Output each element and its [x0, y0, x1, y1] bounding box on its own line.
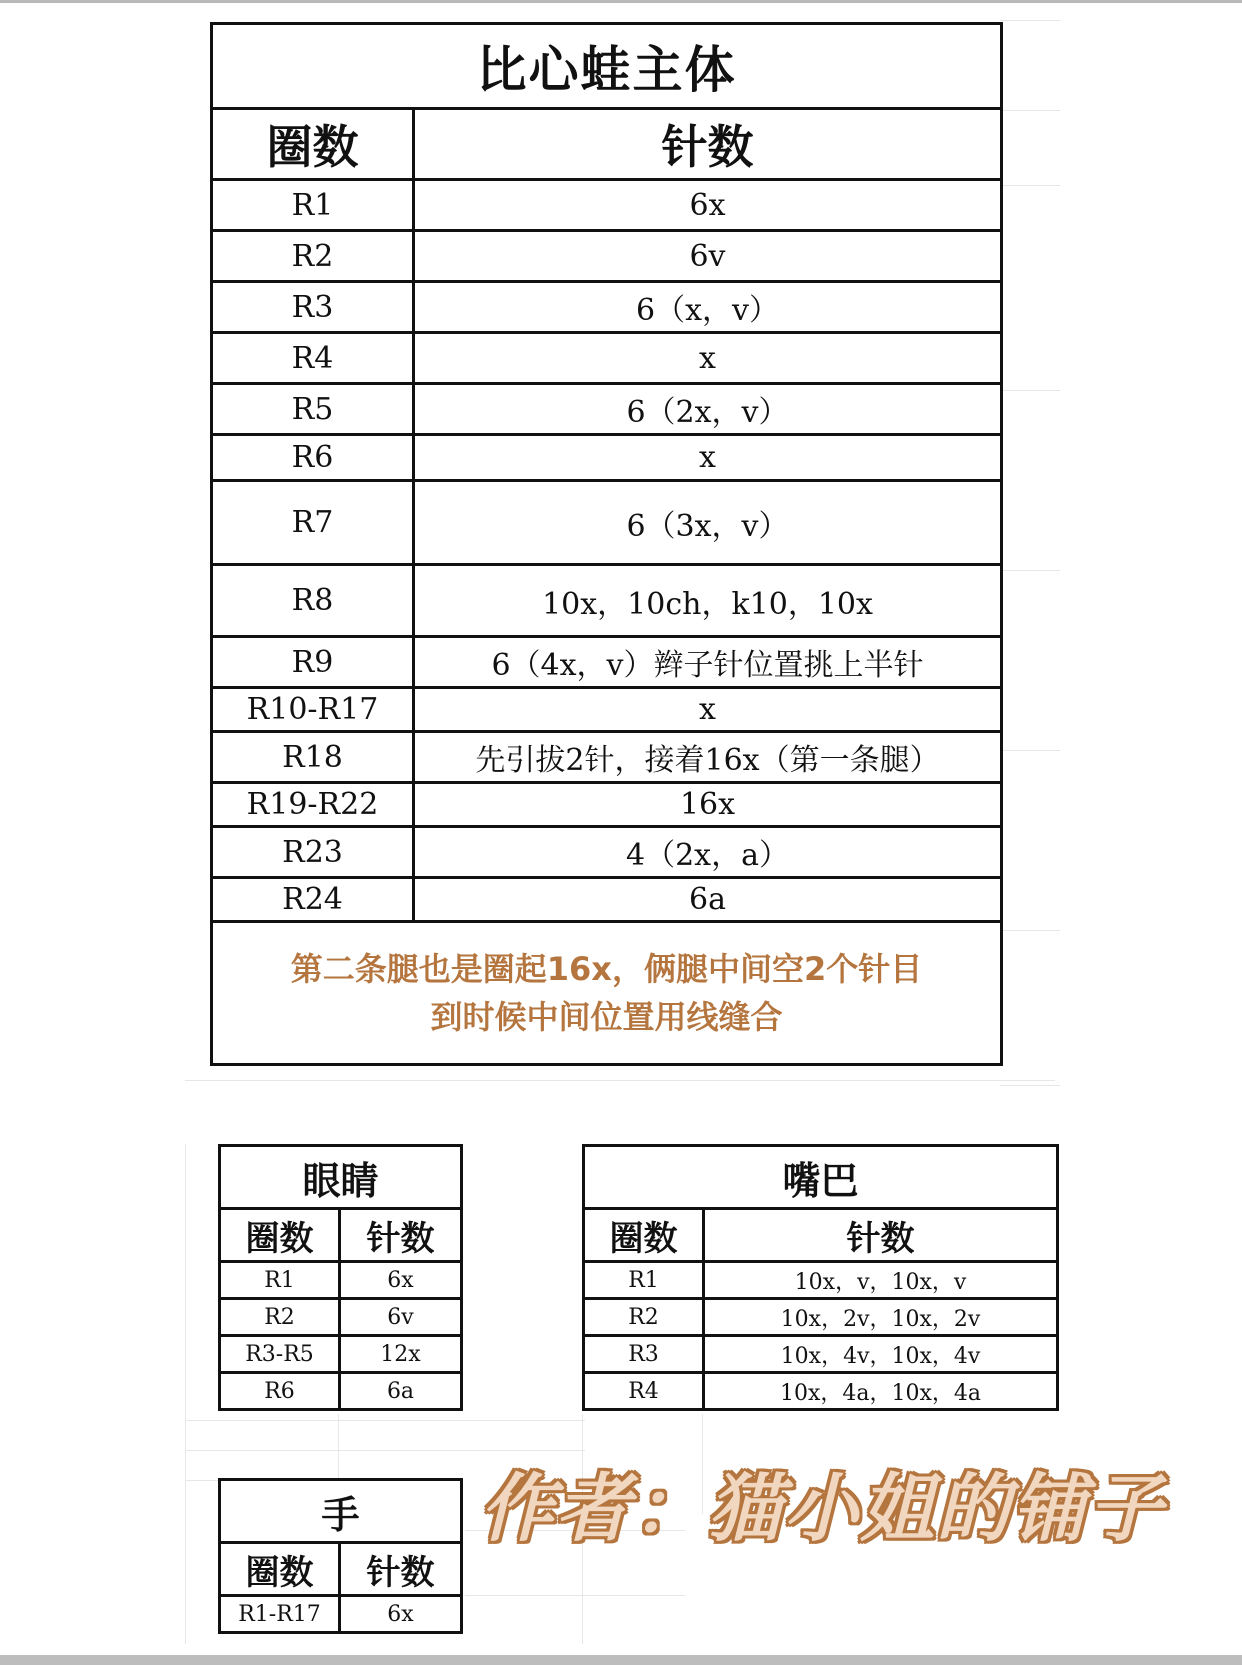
grid-line	[338, 1414, 339, 1478]
stitch-cell: 10x，4v，10x，4v	[704, 1336, 1058, 1373]
round-column-header: 圈数	[220, 1543, 340, 1596]
stitch-cell: 12x	[340, 1336, 462, 1373]
table-row	[212, 481, 1002, 565]
stitch-cell: 10x，4a，10x，4a	[704, 1373, 1058, 1410]
note-line: 第二条腿也是圈起16x，俩腿中间空2个针目	[290, 950, 923, 988]
stitch-cell: 4（2x，a）	[414, 827, 1002, 878]
round-cell: R5	[212, 384, 414, 435]
grid-line	[1000, 390, 1060, 391]
stitch-cell: 10x，2v，10x，2v	[704, 1299, 1058, 1336]
table-row	[584, 1373, 1058, 1410]
round-cell: R10-R17	[212, 688, 414, 732]
table-row	[212, 878, 1002, 922]
stitch-column-header: 针数	[340, 1209, 462, 1262]
round-cell: R2	[220, 1299, 340, 1336]
mouth-table	[582, 1144, 1059, 1411]
table-row	[212, 637, 1002, 688]
table-row	[212, 180, 1002, 231]
round-cell: R8	[212, 565, 414, 637]
hand-table-title: 手	[220, 1480, 462, 1543]
stitch-cell: 10x，v，10x，v	[704, 1262, 1058, 1299]
top-frame-border	[0, 0, 1242, 3]
grid-line	[465, 1595, 685, 1596]
round-cell: R4	[212, 333, 414, 384]
stitch-cell: 6v	[340, 1299, 462, 1336]
table-row	[212, 783, 1002, 827]
author-watermark: 作者：猫小姐的铺子	[480, 1466, 1164, 1552]
note-cell	[212, 922, 1002, 1065]
round-cell: R2	[584, 1299, 704, 1336]
table-row	[220, 1336, 462, 1373]
table-row	[212, 565, 1002, 637]
round-cell: R6	[212, 435, 414, 481]
round-cell: R9	[212, 637, 414, 688]
round-cell: R23	[212, 827, 414, 878]
mouth-table-title: 嘴巴	[584, 1146, 1058, 1209]
grid-line	[1000, 1085, 1060, 1086]
eyes-table	[218, 1144, 463, 1411]
round-cell: R1	[584, 1262, 704, 1299]
table-row	[584, 1262, 1058, 1299]
stitch-cell: 6x	[340, 1262, 462, 1299]
table-row	[584, 1299, 1058, 1336]
grid-line	[185, 1420, 585, 1421]
round-cell: R2	[212, 231, 414, 282]
grid-line	[1000, 570, 1060, 571]
round-cell: R4	[584, 1373, 704, 1410]
table-row	[212, 384, 1002, 435]
grid-line	[1000, 930, 1060, 931]
table-row	[212, 333, 1002, 384]
note-line: 到时候中间位置用线缝合	[430, 998, 783, 1036]
stitch-cell: 6（4x，v）辫子针位置挑上半针	[414, 637, 1002, 688]
stitch-cell: 6（3x，v）	[414, 481, 1002, 565]
round-cell: R24	[212, 878, 414, 922]
table-row	[212, 282, 1002, 333]
main-table-title: 比心蛙主体	[212, 24, 1002, 109]
grid-line	[185, 1144, 186, 1644]
stitch-cell: 6（x，v）	[414, 282, 1002, 333]
table-row	[212, 732, 1002, 783]
round-cell: R18	[212, 732, 414, 783]
table-row	[212, 827, 1002, 878]
grid-line	[1000, 20, 1060, 21]
stitch-cell: 6（2x，v）	[414, 384, 1002, 435]
eyes-table-title: 眼睛	[220, 1146, 462, 1209]
round-cell: R3-R5	[220, 1336, 340, 1373]
round-cell: R3	[212, 282, 414, 333]
hand-table	[218, 1478, 463, 1634]
round-column-header: 圈数	[220, 1209, 340, 1262]
table-row	[220, 1262, 462, 1299]
stitch-column-header: 针数	[414, 109, 1002, 180]
table-row	[220, 1373, 462, 1410]
round-cell: R6	[220, 1373, 340, 1410]
main-body-table	[210, 22, 1003, 1066]
grid-line	[1000, 185, 1060, 186]
stitch-cell: 6a	[340, 1373, 462, 1410]
stitch-cell: x	[414, 688, 1002, 732]
stitch-cell: x	[414, 333, 1002, 384]
stitch-cell: 16x	[414, 783, 1002, 827]
stitch-column-header: 针数	[340, 1543, 462, 1596]
grid-line	[185, 1080, 1055, 1081]
round-cell: R1	[212, 180, 414, 231]
table-row	[220, 1299, 462, 1336]
stitch-cell: 先引拔2针，接着16x（第一条腿）	[414, 732, 1002, 783]
table-row	[212, 231, 1002, 282]
stitch-cell: 6a	[414, 878, 1002, 922]
round-cell: R7	[212, 481, 414, 565]
round-column-header: 圈数	[584, 1209, 704, 1262]
bottom-frame-border	[0, 1655, 1242, 1665]
grid-line	[1000, 110, 1060, 111]
stitch-cell: 6x	[414, 180, 1002, 231]
round-cell: R1	[220, 1262, 340, 1299]
stitch-cell: x	[414, 435, 1002, 481]
stitch-cell: 6x	[340, 1596, 462, 1633]
stitch-cell: 10x，10ch，k10，10x	[414, 565, 1002, 637]
round-cell: R3	[584, 1336, 704, 1373]
round-column-header: 圈数	[212, 109, 414, 180]
stitch-cell: 6v	[414, 231, 1002, 282]
table-row	[584, 1336, 1058, 1373]
round-cell: R1-R17	[220, 1596, 340, 1633]
table-row	[212, 435, 1002, 481]
grid-line	[1000, 750, 1060, 751]
stitch-column-header: 针数	[704, 1209, 1058, 1262]
table-row	[220, 1596, 462, 1633]
round-cell: R19-R22	[212, 783, 414, 827]
table-row	[212, 688, 1002, 732]
